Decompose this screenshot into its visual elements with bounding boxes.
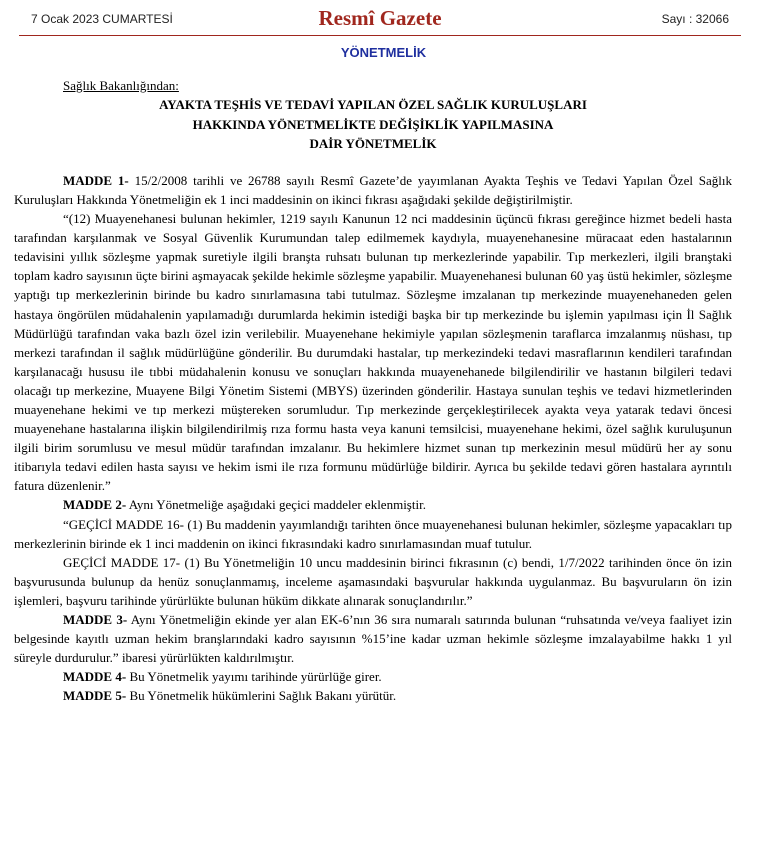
heading-line: DAİR YÖNETMELİK — [309, 136, 437, 152]
article-5 — [14, 686, 732, 705]
gazette-header — [19, 6, 741, 34]
article-text: Bu Yönetmelik yayımı tarihinde yürürlüğe girer. — [126, 669, 382, 685]
article-1-amendment: “(12) Muayenehanesi bulunan hekimler, 1219 sayılı Kanunun 12 nci maddesinin üçüncü fıkrası gereğince hizmet bedeli hasta tarafından karşılanmak ve Sosyal Güvenlik Kurumundan talep edilmemek kaydıyla, muayenehanesine müracaat eden hastalarının tedavisini yıllık sözleşme yapmak suretiyle ilgili branşta ruhsatı bulunan tıp merkezlerinde yapabilir. Tıp merkezleri, ilgili branştaki toplam kadro sayısının üçte birini aşmayacak şekilde hekimle sözleşme yapabilir. Muayenehanesi bulunan 60 yaş üstü hekimler, sözleşme yaptığı tıp merkezlerinin birinde bu kadro sınırlamasına tabi tutulmaz. Sözleşme imzalanan tıp merkezinde muayenehaneden gelen hastaya öngörülen müdahalenin yapılamadığı durumlarda hekimin istediği başka bir tıp merkezinde bu işlemin yapılması için İl Sağlık Müdürlüğü tarafından vaka bazlı özel izin verilebilir. Muayenehane hekimiyle yapılan sözleşmenin taraflarca imzalanmış nüshası, tıp merkezi tarafından il sağlık müdürlüğüne gönderilir. Bu durumdaki hastalar, tıp merkezindeki tedavi masraflarının kendileri tarafından karşılanacağı hususu ile tıbbi müdahalenin konusu ve sonuçları hakkında muayenehanede bilgilendirilir ve hastanın bilgileri tedavi olacağı tıp merkezine, Muayene Bilgi Yönetim Sistemi (MBYS) üzerinden gönderilir. Hastaya sunulan teşhis ve tedavi hizmetlerinden muayenehane hekimi ve tıp merkezi müştereken sorumludur. Tıp merkezinde gerçekleştirilecek ayakta veya yatarak tedavi öncesi muayenehane hastalarına ilişkin bilgilendirilmiş rıza formu hasta veya kanuni temsilcisi, muayenehane hekimi, özel sağlık kuruluşunun ilgili birim sorumlusu ve mesul müdür tarafından imzalanır. Bu hekimlere hizmet sunan tıp merkezinin mesul müdürü her ay sonu itibarıyla tedavi edilen hasta sayısı ve hekim ismi ile rıza formunu müdürlüğe bildirir. Ayrıca bu şekilde tedavi gören hastalara ayrıntılı fatura düzenlenir.” — [14, 211, 732, 494]
article-text: Aynı Yönetmeliğe aşağıdaki geçici maddeler eklenmiştir. — [126, 497, 426, 513]
publication-date: 7 Ocak 2023 CUMARTESİ — [31, 12, 173, 26]
heading-line: AYAKTA TEŞHİS VE TEDAVİ YAPILAN ÖZEL SAĞLIK KURULUŞLARI — [159, 97, 587, 113]
temporary-article-16: “GEÇİCİ MADDE 16- (1) Bu maddenin yayımlandığı tarihten önce muayenehanesi bulunan hekimler, sözleşme yapacakları tıp merkezlerinin birinde ek 1 inci maddenin on ikinci fıkrasındaki kadro sınırlamasından muaf tutulur. — [14, 516, 732, 551]
article-label: MADDE 1- — [63, 172, 129, 188]
article-label: MADDE 5- — [63, 688, 127, 704]
article-text: Aynı Yönetmeliğin ekinde yer alan EK-6’nın 36 sıra numaralı satırında bulunan “ruhsatında ve/veya faaliyet izin belgesinde kayıtlı uzman hekim branşlarındaki kadro sayısının %15’ine kadar uzman hekimle sözleşme imzalayabilme hakkı 1 yıl süreyle durdurulur.” ibaresi yürürlükten kaldırılmıştır. — [14, 612, 732, 666]
article-2 — [14, 495, 732, 514]
section-title: YÖNETMELİK — [340, 45, 427, 60]
article-4 — [14, 667, 732, 686]
article-label: MADDE 2- — [63, 497, 127, 513]
article-text: Bu Yönetmelik hükümlerini Sağlık Bakanı yürütür. — [126, 688, 397, 704]
article-text: 15/2/2008 tarihli ve 26788 sayılı Resmî Gazete’de yayımlanan Ayakta Teşhis ve Tedavi Yapılan Özel Sağlık Kuruluşları Hakkında Yönetmeliğin ek 1 inci maddesinin on ikinci fıkrası aşağıdaki şekilde değiştirilmiştir. — [14, 172, 732, 207]
document-body — [14, 76, 732, 706]
article-label: MADDE 4- — [63, 669, 127, 685]
article-3 — [14, 610, 732, 667]
ministry-name: Sağlık Bakanlığından: — [63, 78, 179, 93]
header-divider — [19, 35, 741, 36]
temporary-article-17: GEÇİCİ MADDE 17- (1) Bu Yönetmeliğin 10 uncu maddesinin birinci fıkrasının (c) bendi, 1/7/2022 tarihinden önce ön izin başvurusunda bulunup da henüz sonuçlanmamış, inceleme aşamasındaki başvurular hakkında uygulanmaz. Bu başvuruların ön izin işlemleri, başvuru tarihinde yürürlükte bulunan hüküm dikkate alınarak sonuçlandırılır.” — [14, 554, 732, 608]
article-label: MADDE 3- — [63, 612, 128, 628]
issue-number: Sayı : 32066 — [661, 12, 729, 26]
gazette-title: Resmî Gazete — [318, 6, 442, 30]
article-1 — [14, 171, 732, 209]
heading-line: HAKKINDA YÖNETMELİKTE DEĞİŞİKLİK YAPILMASINA — [192, 116, 554, 132]
regulation-heading — [14, 95, 732, 154]
